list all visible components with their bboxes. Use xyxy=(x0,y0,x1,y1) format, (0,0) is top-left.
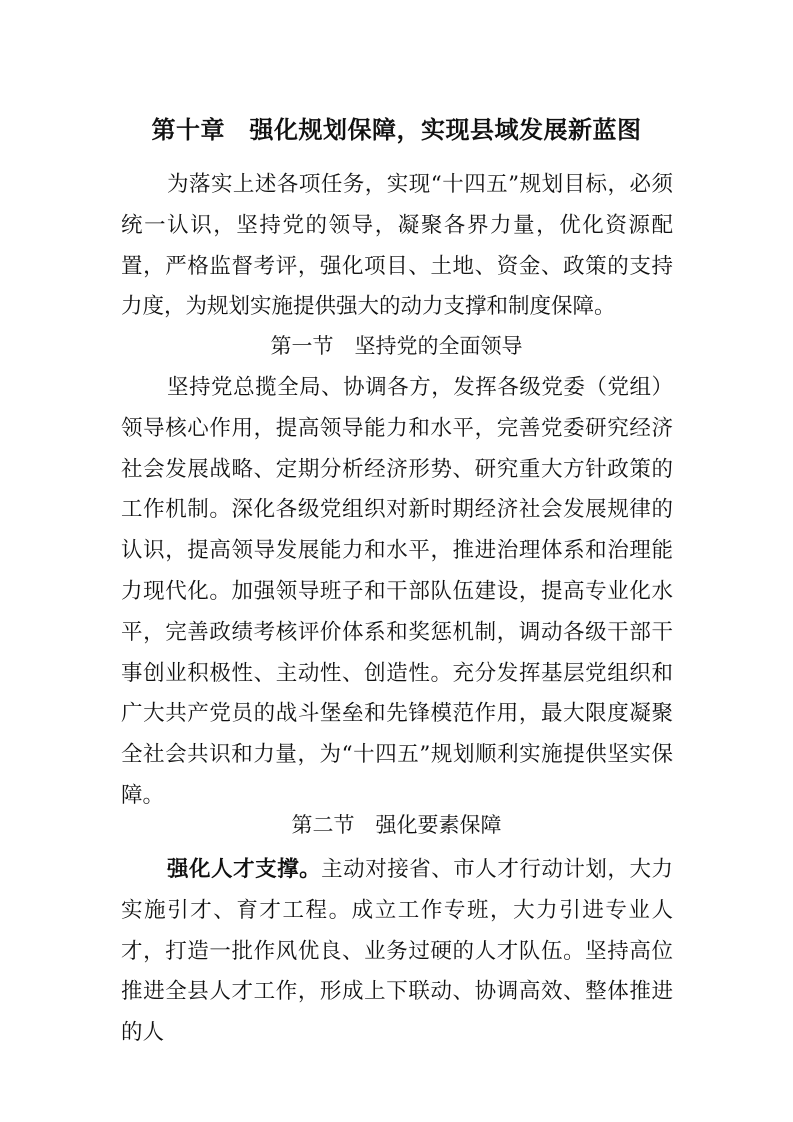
section-1-paragraph: 坚持党总揽全局、协调各方，发挥各级党委（党组）领导核心作用，提高领导能力和水平，完善党委研究经济社会发展战略、定期分析经济形势、研究重大方针政策的工作机制。深化各级党组织对新时期经济社会发展规律的认识，提高领导发展能力和水平，推进治理体系和治理能力现代化。加强领导班子和干部队伍建设，提高专业化水平，完善政绩考核评价体系和奖惩机制，调动各级干部干事创业积极性、主动性、创造性。充分发挥基层党组织和广大共产党员的战斗堡垒和先锋模范作用，最大限度凝聚全社会共识和力量，为“十四五”规划顺利实施提供坚实保障。 xyxy=(121,375,673,808)
section-1-title: 第一节 坚持党的全面领导 xyxy=(270,334,523,358)
section-2-title: 第二节 强化要素保障 xyxy=(291,813,502,837)
chapter-intro-paragraph: 为落实上述各项任务，实现“十四五”规划目标，必须统一认识，坚持党的领导，凝聚各界力量，优化资源配置，严格监督考评，强化项目、土地、资金、政策的支持力度，为规划实施提供强大的动力支撑和制度保障。 xyxy=(121,172,673,320)
section-2-talent-paragraph xyxy=(121,850,673,1046)
talent-body-text: 主动对接省、市人才行动计划，大力实施引才、育才工程。成立工作专班，大力引进专业人才，打造一批作风优良、业务过硬的人才队伍。坚持高位推进全县人才工作，形成上下联动、协调高效、整体推进的人 xyxy=(121,857,673,1046)
talent-lead-heading: 强化人才支撑。 xyxy=(167,857,322,882)
chapter-title: 第十章 强化规划保障，实现县域发展新蓝图 xyxy=(151,116,642,144)
